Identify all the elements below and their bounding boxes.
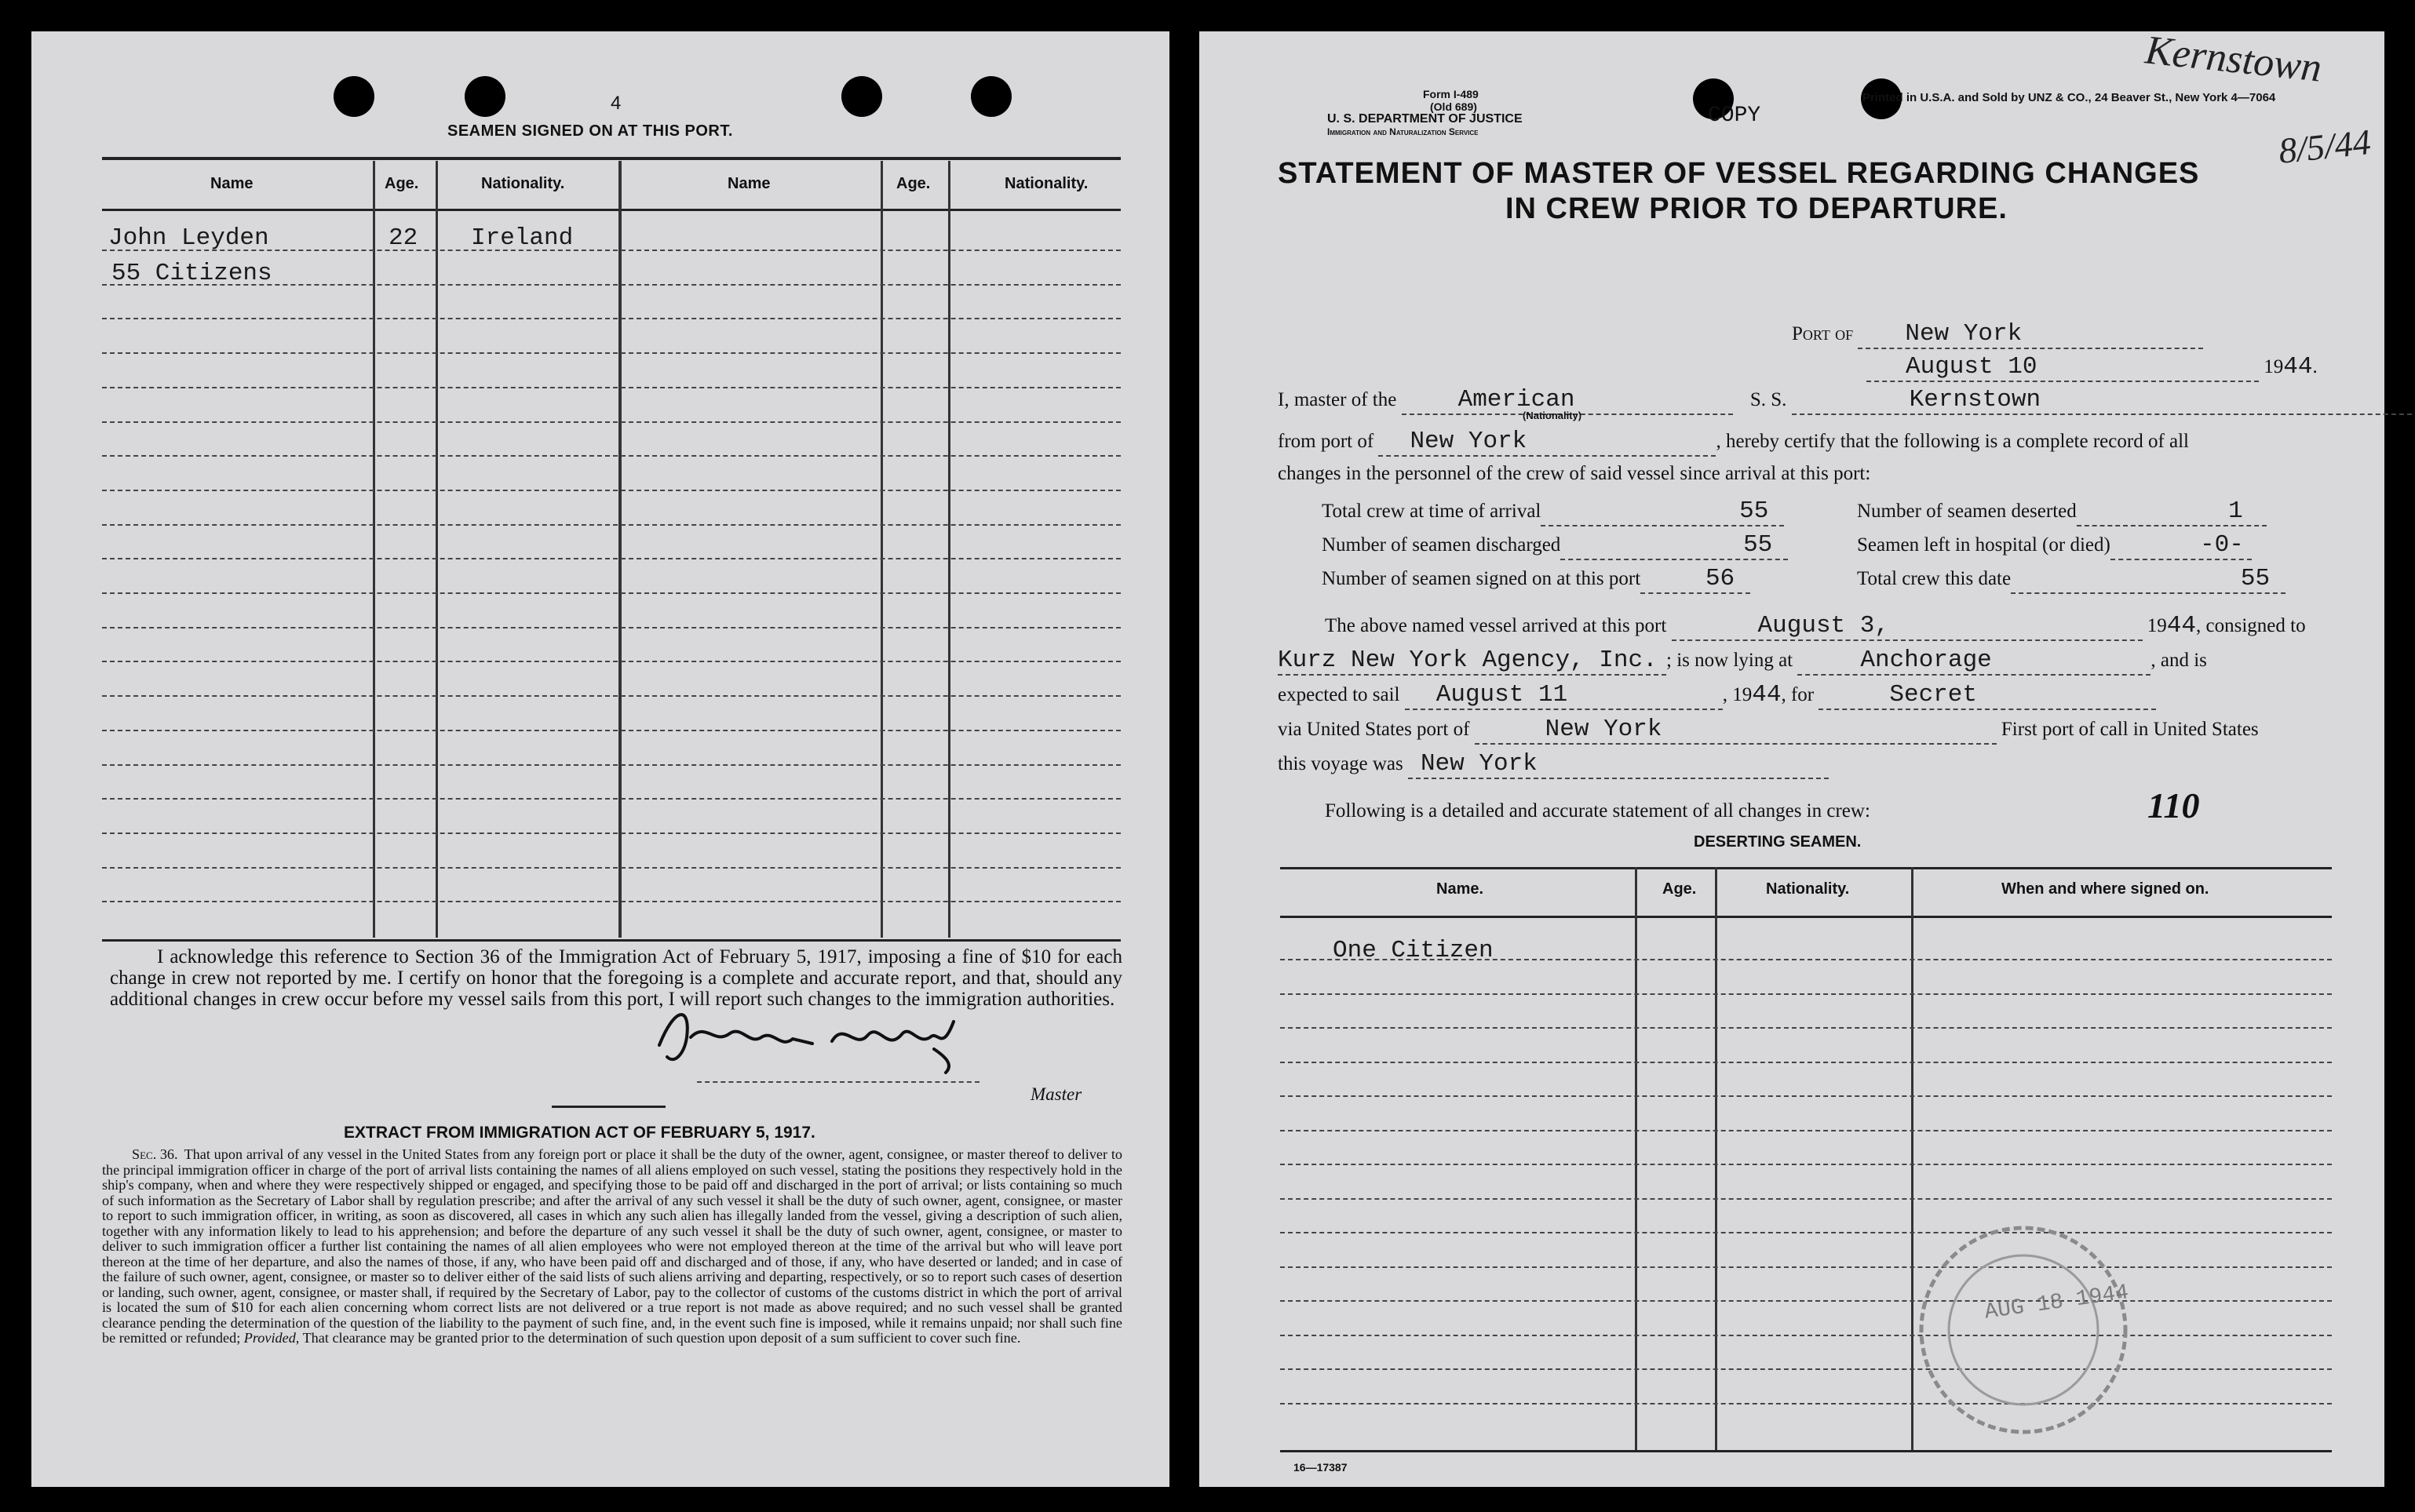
stat-label: Seamen left in hospital (or died) — [1857, 534, 2110, 556]
master-label: I, master of the — [1278, 389, 1397, 410]
section-36-text — [102, 1147, 1122, 1346]
department-name: U. S. DEPARTMENT OF JUSTICE — [1327, 112, 1523, 126]
expected-label: expected to sail — [1278, 684, 1400, 705]
extract-title: EXTRACT FROM IMMIGRATION ACT OF FEBRUARY 5, 1917. — [344, 1124, 815, 1142]
desert-row-name: One Citizen — [1333, 937, 1494, 964]
desert-col-divider — [1715, 867, 1717, 1452]
desert-header-age: Age. — [1662, 880, 1697, 898]
arrived-line — [1325, 612, 2306, 641]
ruled-line — [1280, 1403, 2332, 1405]
ss-label: S. S. — [1749, 389, 1787, 410]
via-label: via United States port of — [1278, 719, 1470, 740]
col-header-nationality-2: Nationality. — [1005, 175, 1089, 192]
row-age: 22 — [389, 224, 418, 252]
col-header-name-2: Name — [728, 175, 771, 192]
header-rule — [102, 209, 1121, 211]
ruled-line — [102, 524, 1121, 526]
punch-hole — [841, 76, 882, 117]
sail-year-prefix: , 19 — [1722, 684, 1753, 705]
punch-hole — [334, 76, 374, 117]
ruled-line — [102, 421, 1121, 423]
stat-label: Number of seamen signed on at this port — [1322, 568, 1641, 589]
via-line — [1278, 716, 2259, 745]
ruled-line — [1280, 1300, 2332, 1302]
port-value: New York — [1858, 320, 2203, 349]
date-year-prefix: 19 — [2264, 356, 2284, 377]
deserting-title: DESERTING SEAMEN. — [1694, 833, 1862, 851]
ruled-line — [1280, 1164, 2332, 1165]
extract-rule — [552, 1106, 666, 1108]
form-old-number: (Old 689) — [1430, 100, 1477, 113]
signature-line — [697, 1081, 979, 1083]
stat-value: 1 — [2077, 497, 2267, 526]
col-divider — [948, 161, 950, 938]
form-title-line2: IN CREW PRIOR TO DEPARTURE. — [1505, 192, 2008, 225]
col-header-nationality: Nationality. — [481, 175, 565, 192]
row-name: John Leyden — [108, 224, 269, 252]
desert-header-nationality: Nationality. — [1766, 880, 1850, 898]
stat-value: 56 — [1640, 565, 1750, 594]
left-page — [31, 31, 1169, 1487]
desert-col-divider — [1635, 867, 1637, 1452]
ruled-line — [102, 455, 1121, 457]
ruled-line — [1280, 1368, 2332, 1370]
section-provided: Provided, — [243, 1330, 300, 1346]
arrived-year-prefix: 19 — [2147, 615, 2167, 636]
ruled-line — [1280, 993, 2332, 995]
printer-credit: Printed in U.S.A. and Sold by UNZ & CO., 24 Beaver St., New York 4—7064 — [1862, 91, 2276, 104]
ruled-line — [102, 318, 1121, 319]
sail-line — [1278, 681, 2156, 710]
row-name: 55 Citizens — [111, 260, 272, 287]
from-port-value: New York — [1378, 428, 1716, 457]
handwritten-vessel-name: Kernstown — [2143, 27, 2324, 91]
ruled-line — [102, 490, 1121, 491]
form-code: 16—17387 — [1293, 1461, 1348, 1474]
voyage-port: New York — [1408, 750, 1829, 779]
form-title-line1: STATEMENT OF MASTER OF VESSEL REGARDING CHANGES — [1278, 157, 2200, 190]
stat-label: Number of seamen deserted — [1857, 501, 2077, 522]
arrived-label: The above named vessel arrived at this port — [1325, 615, 1667, 636]
punch-hole — [465, 76, 505, 117]
ruled-line — [1280, 1062, 2332, 1063]
handwritten-date: 8/5/44 — [2276, 121, 2373, 172]
stat-signed-on — [1322, 565, 1750, 594]
service-name: Immigration and Naturalization Service — [1327, 126, 1479, 137]
from-port-line — [1278, 428, 2189, 457]
ruled-line — [1280, 1266, 2332, 1268]
desert-header-signed-on: When and where signed on. — [2001, 880, 2209, 898]
acknowledgment-text: I acknowledge this reference to Section 36 of the Immigration Act of February 5, 1917, imposing a fine of $10 for each change in crew not reported by me. I certify on honor that the foregoing is a complete and accurate report, and that, should any additional changes in crew occur before my vessel sails from this port, I will report such changes to the immigration authorities. — [110, 946, 1122, 1010]
stat-total-now — [1857, 565, 2285, 594]
ruled-line — [102, 867, 1121, 869]
stat-label: Number of seamen discharged — [1322, 534, 1561, 556]
col-header-age: Age. — [385, 175, 419, 192]
ruled-line — [1280, 1095, 2332, 1097]
ruled-line — [102, 661, 1121, 662]
stamp-date: AUG 18 1944 — [1983, 1281, 2131, 1325]
stat-deserted — [1857, 497, 2267, 526]
lying-at-label: ; is now lying at — [1666, 650, 1793, 671]
section-label: Sec. 36. — [132, 1146, 178, 1162]
changes-line: changes in the personnel of the crew of said vessel since arrival at this port: — [1278, 463, 1871, 484]
vessel-nationality: American — [1402, 386, 1733, 415]
sail-year: 44 — [1752, 681, 1782, 709]
and-is: , and is — [2151, 650, 2207, 671]
destination-value: Secret — [1819, 681, 2156, 710]
sail-date: August 11 — [1405, 681, 1723, 710]
from-port-label: from port of — [1278, 431, 1374, 452]
port-line — [1792, 320, 2203, 349]
first-port-label: First port of call in United States — [2001, 719, 2259, 740]
master-line — [1278, 386, 2412, 415]
row-nationality: Ireland — [471, 224, 574, 252]
port-label: Port of — [1792, 323, 1854, 344]
ruled-line — [102, 592, 1121, 594]
master-caption: Master — [1031, 1084, 1082, 1104]
via-port: New York — [1475, 716, 1997, 745]
col-divider — [436, 161, 438, 938]
right-page — [1199, 27, 2384, 1487]
stat-hospital — [1857, 531, 2252, 560]
table-bottom-rule — [102, 939, 1121, 942]
ruled-line — [102, 352, 1121, 354]
consignee-line — [1278, 647, 2207, 676]
date-value: August 10 — [1866, 353, 2259, 382]
col-header-name: Name — [210, 175, 254, 192]
form-number: Form I-489 — [1423, 88, 1479, 100]
ruled-line — [102, 558, 1121, 559]
voyage-line — [1278, 750, 1829, 779]
ruled-line — [102, 833, 1121, 834]
ruled-line — [102, 901, 1121, 902]
desert-header-name: Name. — [1436, 880, 1484, 898]
section-end: That clearance may be granted prior to the determination of such question upon deposit of a sum sufficient to cover such fine. — [302, 1330, 1021, 1346]
handwritten-number: 110 — [2147, 785, 2200, 825]
ruled-line — [1280, 1335, 2332, 1336]
ruled-line — [102, 798, 1121, 800]
lying-at-value: Anchorage — [1797, 647, 2151, 676]
ruled-line — [1280, 1027, 2332, 1029]
copy-label: COPY — [1708, 104, 1761, 128]
certify-text: , hereby certify that the following is a complete record of all — [1716, 431, 2190, 452]
ruled-line — [102, 730, 1121, 731]
ruled-line — [102, 695, 1121, 697]
stat-label: Total crew this date — [1857, 568, 2012, 589]
consigned-to: , consigned to — [2196, 615, 2306, 636]
col-divider — [618, 161, 622, 938]
following-line: Following is a detailed and accurate statement of all changes in crew: — [1325, 800, 1870, 822]
signed-on-title: SEAMEN SIGNED ON AT THIS PORT. — [447, 122, 733, 140]
nationality-caption: (Nationality) — [1523, 410, 1582, 421]
stat-label: Total crew at time of arrival — [1322, 501, 1541, 522]
date-year: 44 — [2283, 353, 2313, 381]
deserting-top-rule — [1280, 867, 2332, 869]
voyage-label: this voyage was — [1278, 753, 1403, 774]
col-divider — [881, 161, 883, 938]
stat-total-arrival — [1322, 497, 1784, 526]
receipt-stamp — [1910, 1216, 2137, 1444]
deserting-bottom-rule — [1280, 1450, 2332, 1452]
stat-value: -0- — [2110, 531, 2252, 560]
arrived-year: 44 — [2166, 612, 2196, 639]
ruled-line — [102, 627, 1121, 628]
col-divider — [373, 161, 375, 938]
arrived-date: August 3, — [1672, 612, 2143, 641]
date-line: August 10 1944. — [1866, 353, 2318, 382]
ruled-line — [1280, 1198, 2332, 1200]
ruled-line — [102, 387, 1121, 388]
stat-discharged — [1322, 531, 1788, 560]
vessel-name: Kernstown — [1792, 386, 2412, 415]
page-number: 4 — [611, 93, 622, 114]
ruled-line — [102, 764, 1121, 766]
col-header-age-2: Age. — [896, 175, 931, 192]
for-label: , for — [1781, 684, 1815, 705]
ruled-line — [1280, 1130, 2332, 1131]
consignee-value: Kurz New York Agency, Inc. — [1278, 647, 1666, 676]
section-body: That upon arrival of any vessel in the United States from any foreign port or place it shall be the duty of the owner, agent, consignee, or master thereof to deliver to the principal immigration officer in charge of the port of arrival lists containing the names of all aliens employed on such vessel, stating the positions they respectively hold in the ship's company, when and where they were respectively shipped or engaged, and specifying those to be paid off and discharged in the port of arrival; or lists containing so much of such information as the Secretary of Labor shall by regulation prescribe; and after the arrival of any such vessel it shall be the duty of such owner, agent, consignee, or master to report to such immigration officer, in writing, as soon as discovered, all cases in which any such alien has illegally landed from the vessel, giving a description of such alien, together with any information likely to lead to his apprehension; and before the departure of any such vessel it shall be the duty of such owner, agent, consignee, or master to deliver to such immigration officer a further list containing the names of all alien employees who were not employed thereon at the time of the arrival but who will leave port thereon at the time of her departure, and also the names of those, if any, who have been paid off and discharged and of those, if any, who have deserted or landed; and in case of the failure of such owner, agent, consignee, or master so to deliver either of the said lists of such aliens arriving and departing, respectively, or so to report such cases of desertion or landing, such owner, agent, consignee, or master shall, if required by the Secretary of Labor, pay to the collector of customs of the customs district in which the port of arrival is located the sum of $10 for each alien concerning whom correct lists are not delivered or a true report is not made as above required; and no such vessel shall be granted clearance pending the determination of the question of the liability to the payment of such fine, and, in the event such fine is imposed, while it remains unpaid; nor shall such fine be remitted or refunded; — [102, 1146, 1122, 1346]
master-signature — [644, 990, 997, 1084]
title-rule — [102, 157, 1121, 160]
stat-value: 55 — [2011, 565, 2285, 594]
stat-value: 55 — [1541, 497, 1784, 526]
stat-value: 55 — [1560, 531, 1788, 560]
ruled-line — [1280, 1232, 2332, 1233]
punch-hole — [971, 76, 1012, 117]
deserting-header-rule — [1280, 916, 2332, 918]
